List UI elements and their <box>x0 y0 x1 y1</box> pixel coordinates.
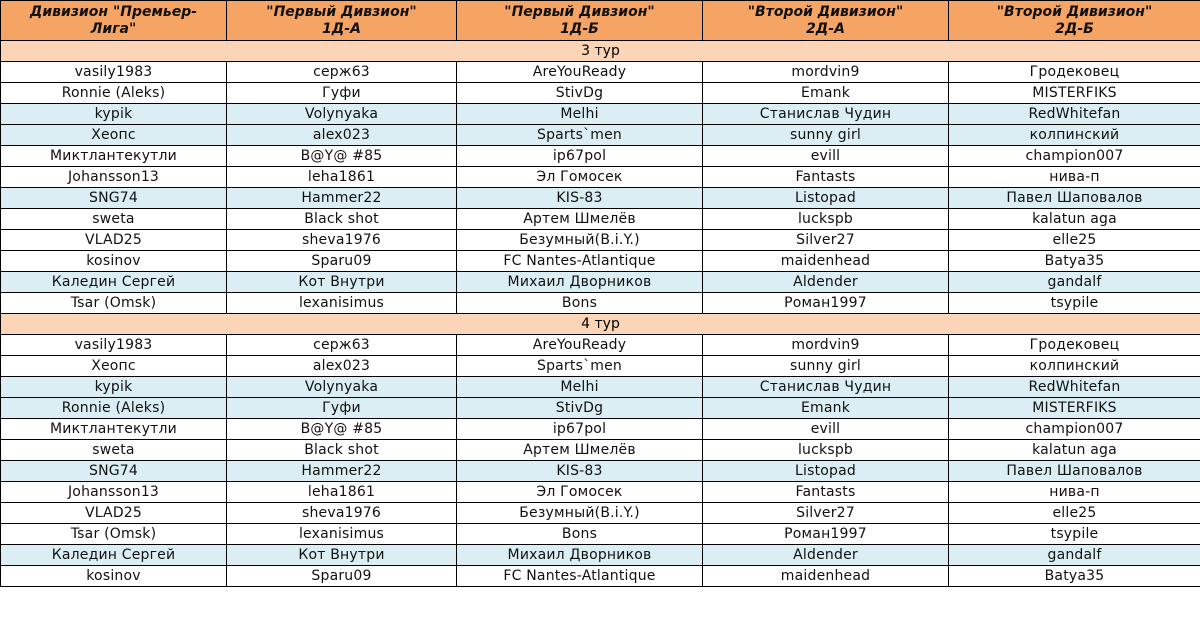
player-cell: Silver27 <box>703 503 949 524</box>
player-cell: ip67pol <box>457 146 703 167</box>
header-line: Дивизион "Премьер- <box>29 3 198 20</box>
table-row <box>1 440 1200 461</box>
player-cell: Хеопс <box>1 125 227 146</box>
player-cell: Каледин Сергей <box>1 272 227 293</box>
player-cell: sunny girl <box>703 125 949 146</box>
player-cell: vasily1983 <box>1 62 227 83</box>
round-title: 3 тур <box>1 41 1200 62</box>
player-cell: колпинский <box>949 356 1200 377</box>
table-row <box>1 83 1200 104</box>
player-cell: luckspb <box>703 440 949 461</box>
player-cell: Гродековец <box>949 62 1200 83</box>
player-cell: Fantasts <box>703 482 949 503</box>
header-line: "Второй Дивизион" <box>747 3 904 20</box>
player-cell: Black shot <box>227 440 457 461</box>
player-cell: StivDg <box>457 83 703 104</box>
player-cell: alex023 <box>227 125 457 146</box>
player-cell: Fantasts <box>703 167 949 188</box>
player-cell: kalatun aga <box>949 440 1200 461</box>
player-cell: Безумный(B.i.Y.) <box>457 230 703 251</box>
player-cell: Станислав Чудин <box>703 377 949 398</box>
header-first-division-b <box>457 1 703 41</box>
player-cell: lexanisimus <box>227 524 457 545</box>
player-cell: Артем Шмелёв <box>457 440 703 461</box>
player-cell: Станислав Чудин <box>703 104 949 125</box>
player-cell: SNG74 <box>1 188 227 209</box>
player-cell: gandalf <box>949 545 1200 566</box>
player-cell: Гродековец <box>949 335 1200 356</box>
player-cell: AreYouReady <box>457 335 703 356</box>
player-cell: Johansson13 <box>1 482 227 503</box>
player-cell: Sparu09 <box>227 251 457 272</box>
table-header <box>1 1 1200 41</box>
table-row <box>1 104 1200 125</box>
player-cell: нива-п <box>949 167 1200 188</box>
player-cell: нива-п <box>949 482 1200 503</box>
player-cell: Миктлантекутли <box>1 419 227 440</box>
player-cell: RedWhitefan <box>949 104 1200 125</box>
player-cell: Роман1997 <box>703 293 949 314</box>
player-cell: Batya35 <box>949 251 1200 272</box>
player-cell: tsypile <box>949 524 1200 545</box>
player-cell: evill <box>703 419 949 440</box>
table-row <box>1 377 1200 398</box>
player-cell: Tsar (Omsk) <box>1 524 227 545</box>
header-line: 2Д-Б <box>1055 20 1094 37</box>
player-cell: Артем Шмелёв <box>457 209 703 230</box>
player-cell: sweta <box>1 440 227 461</box>
header-line: "Первый Дивзион" <box>266 3 417 20</box>
player-cell: колпинский <box>949 125 1200 146</box>
player-cell: sheva1976 <box>227 503 457 524</box>
header-line: Лига" <box>90 20 137 37</box>
player-cell: Black shot <box>227 209 457 230</box>
player-cell: luckspb <box>703 209 949 230</box>
player-cell: ip67pol <box>457 419 703 440</box>
player-cell: Batya35 <box>949 566 1200 587</box>
player-cell: kypik <box>1 377 227 398</box>
player-cell: серж63 <box>227 335 457 356</box>
player-cell: Каледин Сергей <box>1 545 227 566</box>
player-cell: SNG74 <box>1 461 227 482</box>
table-row <box>1 188 1200 209</box>
header-premier-league <box>1 1 227 41</box>
player-cell: VLAD25 <box>1 503 227 524</box>
table-row <box>1 293 1200 314</box>
table-row <box>1 125 1200 146</box>
header-line: "Второй Дивизион" <box>996 3 1153 20</box>
header-line: "Первый Дивзион" <box>504 3 655 20</box>
header-line: 2Д-А <box>806 20 845 37</box>
round-title-row <box>1 314 1200 335</box>
player-cell: elle25 <box>949 503 1200 524</box>
player-cell: kalatun aga <box>949 209 1200 230</box>
player-cell: MISTERFIKS <box>949 83 1200 104</box>
player-cell: KIS-83 <box>457 188 703 209</box>
player-cell: AreYouReady <box>457 62 703 83</box>
player-cell: RedWhitefan <box>949 377 1200 398</box>
player-cell: FC Nantes-Atlantique <box>457 251 703 272</box>
player-cell: Hammer22 <box>227 188 457 209</box>
player-cell: Sparts`men <box>457 356 703 377</box>
player-cell: Ronnie (Aleks) <box>1 83 227 104</box>
table-row <box>1 482 1200 503</box>
player-cell: B@Y@ #85 <box>227 146 457 167</box>
player-cell: leha1861 <box>227 482 457 503</box>
player-cell: Listopad <box>703 188 949 209</box>
header-first-division-a <box>227 1 457 41</box>
header-line: 1Д-А <box>322 20 361 37</box>
player-cell: Роман1997 <box>703 524 949 545</box>
player-cell: Emank <box>703 83 949 104</box>
table-row <box>1 503 1200 524</box>
header-second-division-a <box>703 1 949 41</box>
player-cell: Melhi <box>457 377 703 398</box>
player-cell: Bons <box>457 524 703 545</box>
round-title: 4 тур <box>1 314 1200 335</box>
player-cell: kosinov <box>1 251 227 272</box>
player-cell: VLAD25 <box>1 230 227 251</box>
player-cell: kypik <box>1 104 227 125</box>
player-cell: Sparu09 <box>227 566 457 587</box>
player-cell: gandalf <box>949 272 1200 293</box>
player-cell: sheva1976 <box>227 230 457 251</box>
player-cell: evill <box>703 146 949 167</box>
player-cell: Кот Внутри <box>227 272 457 293</box>
player-cell: Кот Внутри <box>227 545 457 566</box>
player-cell: mordvin9 <box>703 62 949 83</box>
player-cell: Aldender <box>703 272 949 293</box>
player-cell: vasily1983 <box>1 335 227 356</box>
player-cell: Миктлантекутли <box>1 146 227 167</box>
player-cell: B@Y@ #85 <box>227 419 457 440</box>
player-cell: elle25 <box>949 230 1200 251</box>
table-row <box>1 356 1200 377</box>
player-cell: sweta <box>1 209 227 230</box>
player-cell: Aldender <box>703 545 949 566</box>
player-cell: mordvin9 <box>703 335 949 356</box>
player-cell: Гуфи <box>227 83 457 104</box>
player-cell: Volynyaka <box>227 377 457 398</box>
table-row <box>1 335 1200 356</box>
player-cell: Безумный(B.i.Y.) <box>457 503 703 524</box>
table-row <box>1 230 1200 251</box>
player-cell: серж63 <box>227 62 457 83</box>
player-cell: Михаил Дворников <box>457 272 703 293</box>
player-cell: Эл Гомосек <box>457 167 703 188</box>
player-cell: maidenhead <box>703 566 949 587</box>
player-cell: KIS-83 <box>457 461 703 482</box>
player-cell: StivDg <box>457 398 703 419</box>
table-body <box>1 41 1200 587</box>
table-row <box>1 146 1200 167</box>
player-cell: Johansson13 <box>1 167 227 188</box>
table-row <box>1 566 1200 587</box>
header-line: 1Д-Б <box>560 20 599 37</box>
player-cell: champion007 <box>949 146 1200 167</box>
round-title-row <box>1 41 1200 62</box>
table-row <box>1 251 1200 272</box>
player-cell: tsypile <box>949 293 1200 314</box>
player-cell: Silver27 <box>703 230 949 251</box>
player-cell: FC Nantes-Atlantique <box>457 566 703 587</box>
player-cell: Михаил Дворников <box>457 545 703 566</box>
header-second-division-b <box>949 1 1200 41</box>
table-row <box>1 545 1200 566</box>
player-cell: Tsar (Omsk) <box>1 293 227 314</box>
player-cell: Эл Гомосек <box>457 482 703 503</box>
player-cell: Melhi <box>457 104 703 125</box>
table-row <box>1 524 1200 545</box>
table-row <box>1 167 1200 188</box>
player-cell: alex023 <box>227 356 457 377</box>
player-cell: kosinov <box>1 566 227 587</box>
player-cell: Sparts`men <box>457 125 703 146</box>
player-cell: maidenhead <box>703 251 949 272</box>
player-cell: Emank <box>703 398 949 419</box>
player-cell: Павел Шаповалов <box>949 188 1200 209</box>
player-cell: Volynyaka <box>227 104 457 125</box>
player-cell: Гуфи <box>227 398 457 419</box>
header-row <box>1 1 1200 41</box>
table-row <box>1 419 1200 440</box>
player-cell: lexanisimus <box>227 293 457 314</box>
player-cell: Павел Шаповалов <box>949 461 1200 482</box>
player-cell: Хеопс <box>1 356 227 377</box>
table-row <box>1 209 1200 230</box>
table-row <box>1 461 1200 482</box>
player-cell: sunny girl <box>703 356 949 377</box>
player-cell: Hammer22 <box>227 461 457 482</box>
player-cell: MISTERFIKS <box>949 398 1200 419</box>
table-row <box>1 398 1200 419</box>
player-cell: Listopad <box>703 461 949 482</box>
player-cell: champion007 <box>949 419 1200 440</box>
player-cell: Bons <box>457 293 703 314</box>
player-cell: leha1861 <box>227 167 457 188</box>
table-row <box>1 62 1200 83</box>
table-row <box>1 272 1200 293</box>
player-cell: Ronnie (Aleks) <box>1 398 227 419</box>
